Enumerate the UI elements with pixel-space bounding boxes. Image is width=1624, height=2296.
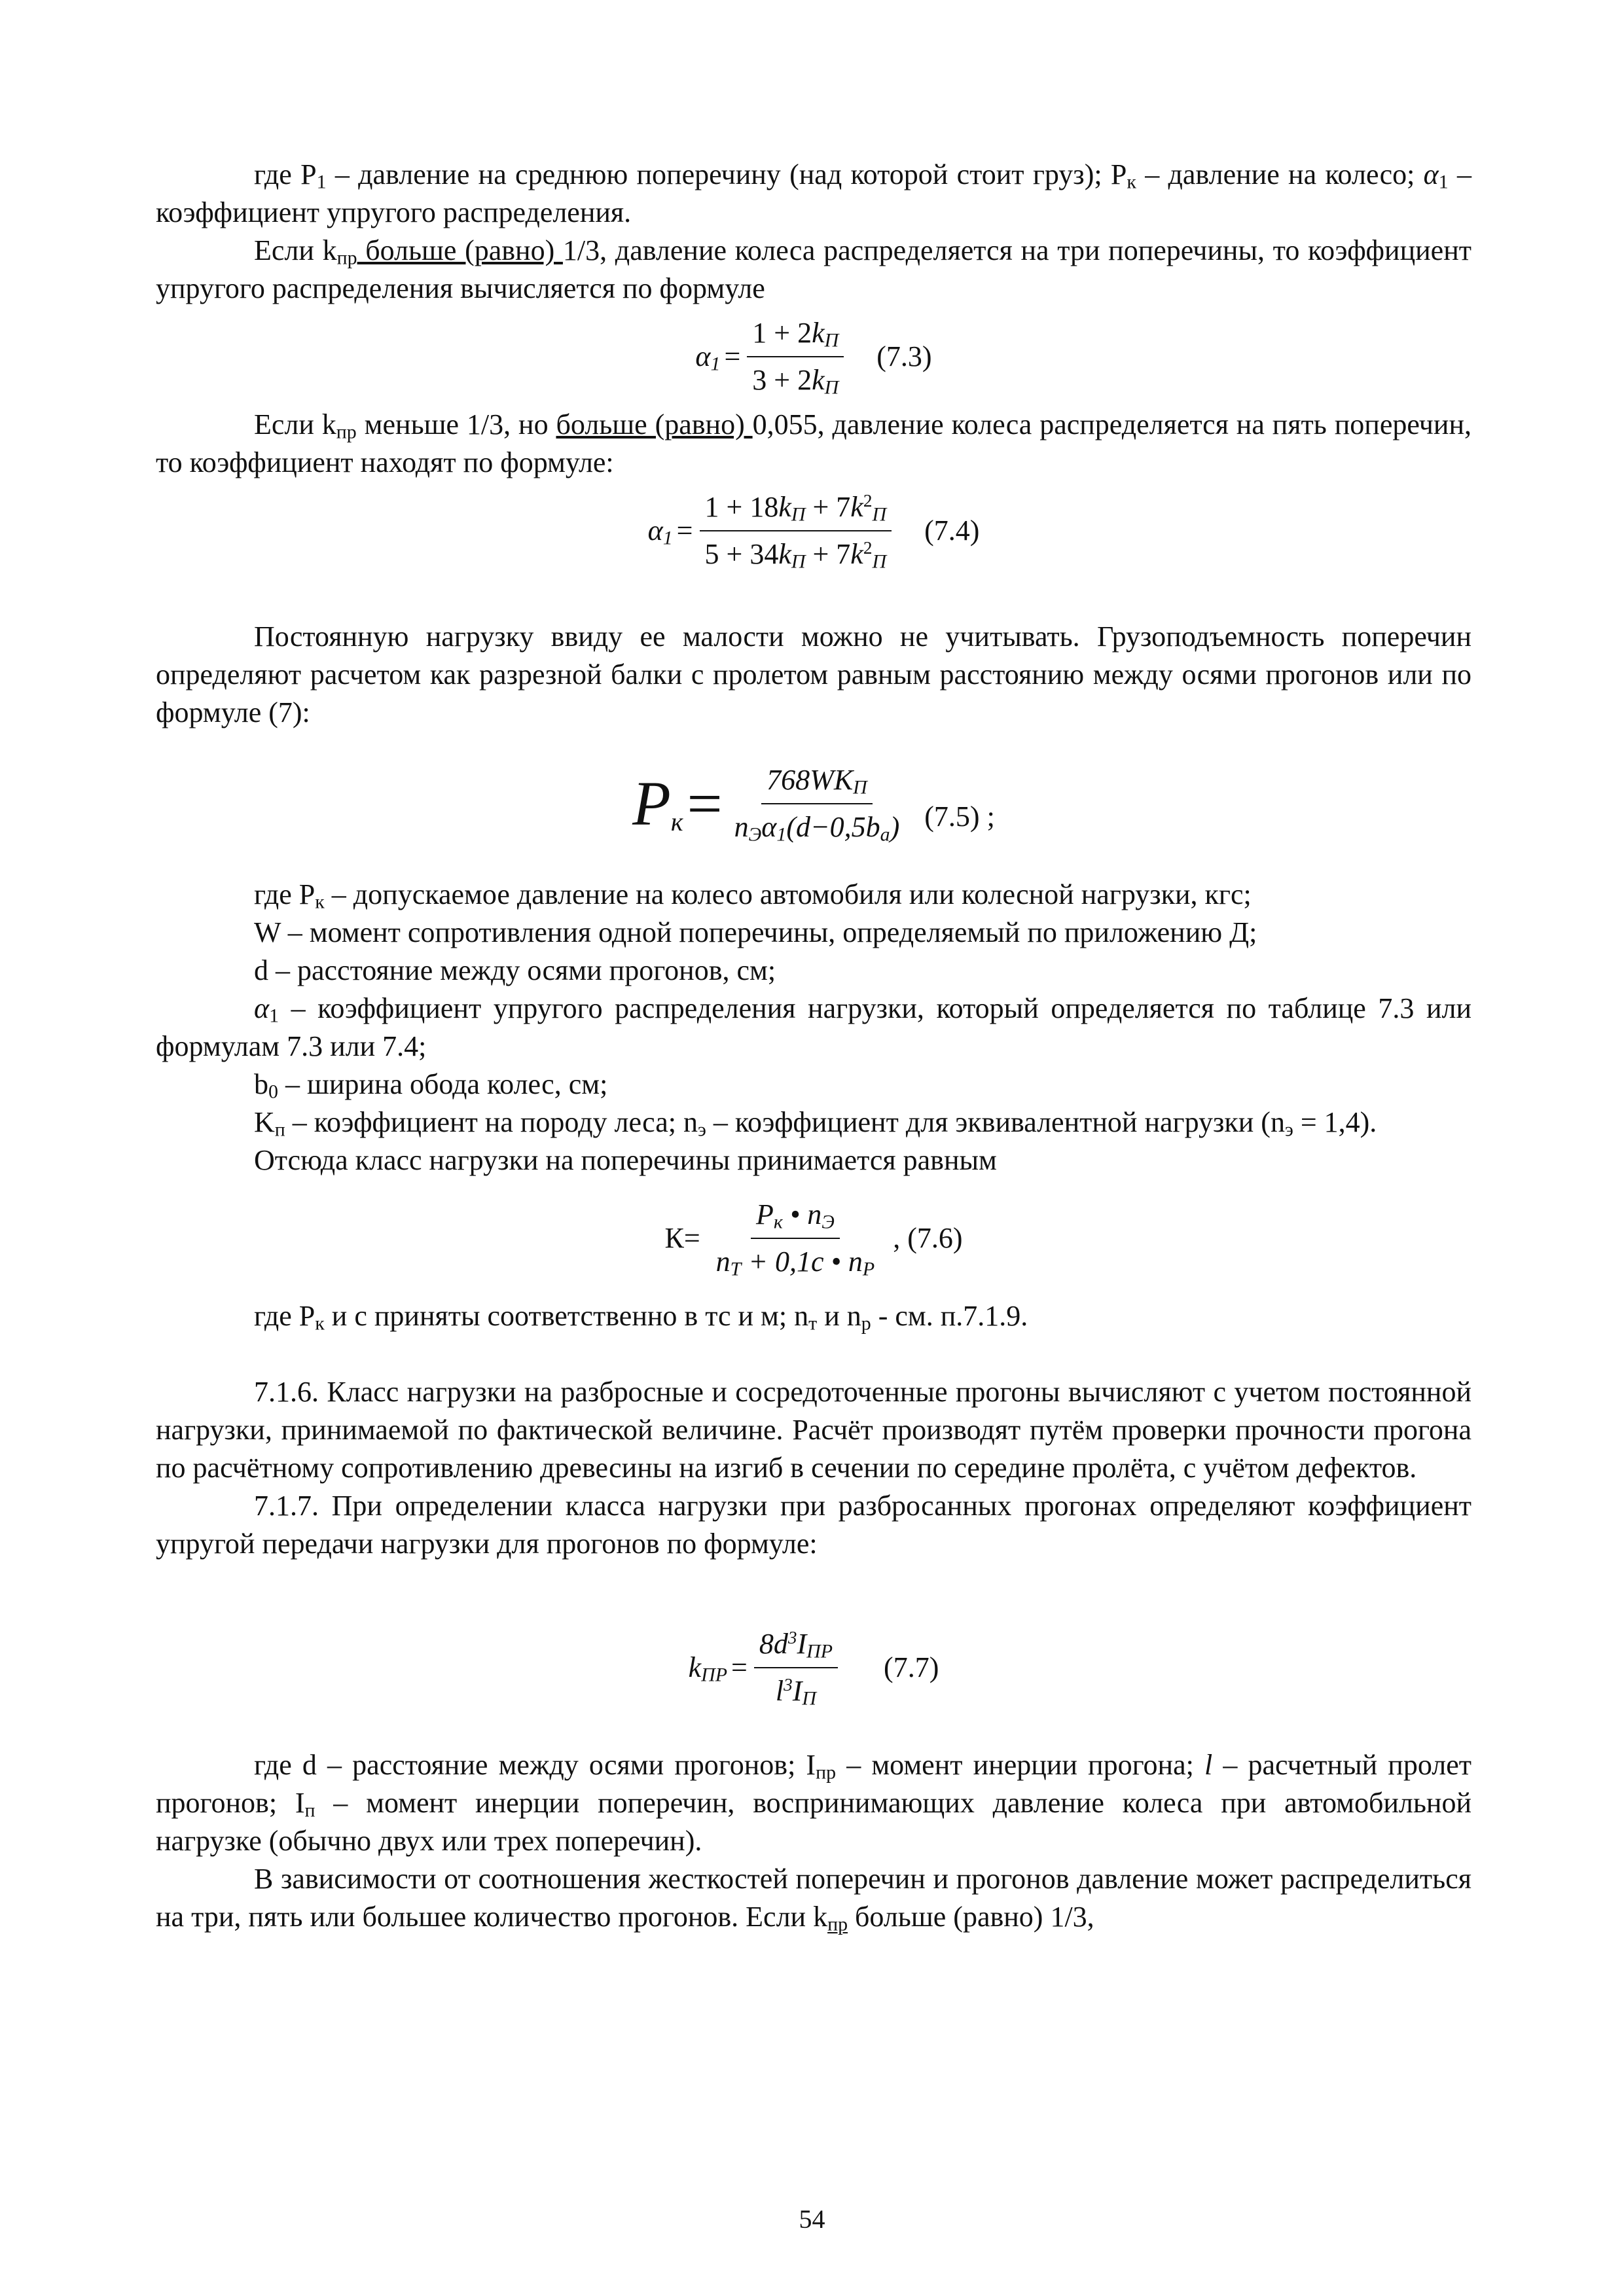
subscript: 1 <box>316 171 327 193</box>
formula-7-4: $\alpha_1$ = $\frac{1 + 18k_П + 7k^2_П}{5 + 34k_П + 7k^2_П}$ (7.4) <box>156 482 1471 580</box>
paragraph-three-crossbeams <box>156 232 1471 308</box>
paragraph-pressure-definitions <box>156 156 1471 232</box>
definition-w: W – момент сопротивления одной поперечины, определяемый по приложению Д; <box>254 916 1257 948</box>
text: меньше 1/3, но <box>356 408 556 440</box>
paragraph-constant-load: Постоянную нагрузку ввиду ее малости можно не учитывать. Грузоподъемность поперечин определяют расчетом как разрезной балки с пролетом равным расстоянию между осями прогонов или по формуле (7): <box>156 620 1471 728</box>
formula-lhs: К= <box>664 1222 700 1254</box>
page-body <box>156 156 1471 1936</box>
alpha-symbol: α <box>1423 158 1439 190</box>
formula-lhs: $\alpha_1$ <box>695 340 721 375</box>
definition-kp-ne: $K_п$ – коэффициент на породу леса; $n_э$ – коэффициент для эквивалентной нагрузки $(n_э = 1,4)$. <box>254 1106 1377 1141</box>
formula-tag: (7.4) <box>924 514 980 547</box>
formula-fraction: $\frac{1 + 2k_П}{3 + 2k_П}$ <box>747 314 844 399</box>
text: – давление на среднюю поперечину (над которой стоит груз); P <box>326 158 1127 190</box>
paragraph-load-class: Отсюда класс нагрузки на поперечины принимается равным <box>254 1144 997 1176</box>
formula-7-3: $\alpha_1$ = $\frac{1 + 2k_П}{3 + 2k_П}$ (7.3) <box>156 308 1471 406</box>
formula-fraction: $\frac{8d^3I_{ПР}}{l^3I_П}$ <box>754 1625 838 1710</box>
formula-lhs: $P_к$ <box>632 768 683 838</box>
definition-pk: где $P_к$ – допускаемое давление на колесо автомобиля или колесной нагрузки, кгс; <box>254 878 1252 913</box>
underlined-text: больше (равно) <box>357 234 563 266</box>
paragraph-pk-c-units: где $P_к$ и c приняты соответственно в тс и м; $n_т$ и $n_р$ - см. п.7.1.9. <box>254 1300 1028 1335</box>
paragraph-stiffness-ratio: В зависимости от соотношения жесткостей поперечин и прогонов давление может распределиться на три, пять или большее количество прогонов. Если $k_{пр}$ больше (равно) 1/3, <box>156 1863 1471 1935</box>
subscript: пр <box>336 247 357 269</box>
spacer <box>156 1335 1471 1373</box>
alpha-symbol: α <box>254 992 270 1024</box>
spacer <box>156 580 1471 618</box>
definition-b0: $b_0$ – ширина обода колес, см; <box>254 1068 608 1103</box>
paragraph-7-1-6: 7.1.6. Класс нагрузки на разбросные и сосредоточенные прогоны вычисляют с учетом постоянной нагрузки, принимаемой по фактической величине. Расчёт производят путём проверки прочности прогона по расчётному сопротивлению древесины на изгиб в сечении по середине пролёта, с учётом дефектов. <box>156 1376 1471 1484</box>
formula-7-5: $P_к$ = $\frac{768WK_П}{n_Э\alpha_1(d-0,5b_a)}$ (7.5) ; <box>156 732 1471 876</box>
text: – коэффициент упругого распределения. <box>156 158 1472 228</box>
text: Если k <box>254 234 337 266</box>
text: – давление на колесо; <box>1136 158 1424 190</box>
subscript: пр <box>336 421 357 443</box>
formula-lhs: $\alpha_1$ <box>647 514 673 549</box>
formula-fraction: $\frac{1 + 18k_П + 7k^2_П}{5 + 34k_П + 7k^2_П}$ <box>700 488 892 573</box>
definition-d: d – расстояние между осями прогонов, см; <box>254 954 776 986</box>
text: 0,055, давление колеса распределяется на пять поперечин, то коэффициент находят по формуле: <box>156 408 1471 478</box>
paragraph-7-1-7: 7.1.7. При определении класса нагрузки при разбросанных прогонах определяют коэффициент упругой передачи нагрузки для прогонов по формуле: <box>156 1490 1471 1560</box>
formula-tag: (7.5) ; <box>924 800 995 833</box>
formula-7-6 <box>156 1179 1471 1297</box>
paragraph-five-crossbeams <box>156 406 1471 482</box>
subscript: 1 <box>1438 171 1449 193</box>
formula-tag: , (7.6) <box>893 1222 963 1254</box>
page-number: 54 <box>799 2204 825 2234</box>
formula-tag: (7.7) <box>884 1651 939 1683</box>
text: где P <box>254 158 317 190</box>
formula-7-7: $k_{ПР}$ = $\frac{8d^3I_{ПР}}{l^3I_П}$ (7.7) <box>156 1563 1471 1746</box>
text: Если k <box>254 408 336 440</box>
formula-fraction: $\frac{768WK_П}{n_Э\alpha_1(d-0,5b_a)}$ <box>729 761 905 846</box>
definition-alpha: $\alpha_1$ – коэффициент упругого распределения нагрузки, который определяется по таблице 7.3 или формулам 7.3 или 7.4; <box>156 992 1471 1062</box>
formula-lhs: $k_{ПР}$ <box>688 1651 728 1686</box>
formula-fraction: $\frac{P_к • n_Э}{n_T + 0,1c • n_P}$ <box>711 1196 880 1281</box>
formula-tag: (7.3) <box>876 340 932 372</box>
underlined-text: больше (равно) <box>556 408 753 440</box>
text: 1/3, давление колеса распределяется на три поперечины, то коэффициент упругого распределения вычисляется по формуле <box>156 234 1471 304</box>
paragraph-inertia-definitions: где d – расстояние между осями прогонов; $I_{пр}$ – момент инерции прогона; l – расчетный пролет прогонов; $I_п$ – момент инерции поперечин, воспринимающих давление колеса при автомобильной нагрузке (обычно двух или трех поперечин). <box>156 1749 1471 1857</box>
subscript: к <box>1127 171 1136 193</box>
